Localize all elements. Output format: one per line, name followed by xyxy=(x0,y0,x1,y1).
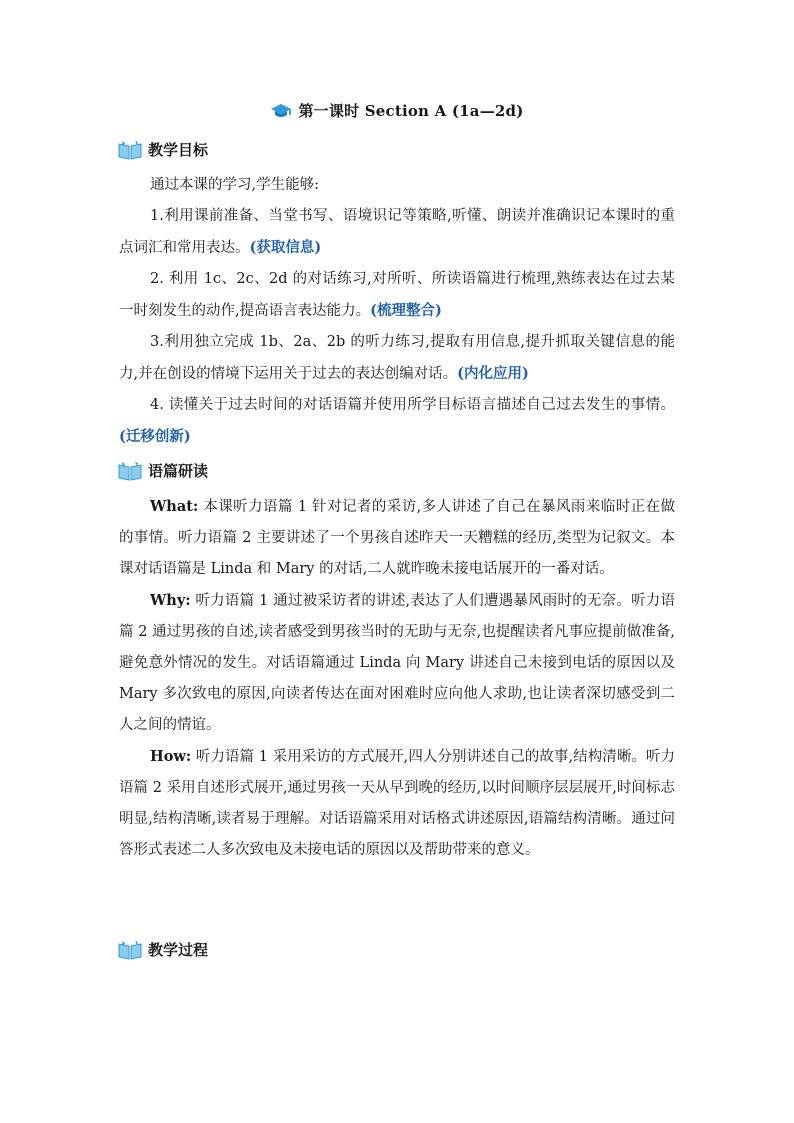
open-book-icon xyxy=(118,461,142,481)
section-heading-analysis xyxy=(118,460,208,481)
analysis-what: What: 本课听力语篇 1 针对记者的采访,多人讲述了自己在暴风雨来临时正在做的事情。听力语篇 2 主要讲述了一个男孩自述昨天一天糟糕的经历,类型为记叙文。本课对话语篇是 Linda 和 Mary 的对话,二人就昨晚未接电话展开的一番对话。 xyxy=(119,498,675,577)
goal-tag: (梳理整合) xyxy=(370,302,442,319)
goal-item: 3.利用独立完成 1b、2a、2b 的听力练习,提取有用信息,提升抓取关键信息的能力,并在创设的情境下运用关于过去的表达创编对话。(内化应用) xyxy=(119,334,675,382)
analysis-why: Why: 听力语篇 1 通过被采访者的讲述,表达了人们遭遇暴风雨时的无奈。听力语篇 2 通过男孩的自述,读者感受到男孩当时的无助与无奈,也提醒读者凡事应提前做准备,避免意外情况的发生。对话语篇通过 Linda 向 Mary 讲述自己未接到电话的原因以及 Mary 多次致电的原因,向读者传达在面对困难时应向他人求助,也让读者深切感受到二人之间的情谊。 xyxy=(119,592,675,733)
goal-item: 1.利用课前准备、当堂书写、语境识记等策略,听懂、朗读并准确识记本课时的重点词汇和常用表达。(获取信息) xyxy=(119,208,675,256)
section-heading-text: 语篇研读 xyxy=(148,462,209,480)
graduation-cap-icon xyxy=(270,102,292,120)
lesson-title xyxy=(0,100,794,121)
goal-item: 4. 读懂关于过去时间的对话语篇并使用所学目标语言描述自己过去发生的事情。(迁移创新) xyxy=(119,397,675,445)
goal-item: 2. 利用 1c、2c、2d 的对话练习,对所听、所读语篇进行梳理,熟练表达在过去某一时刻发生的动作,提高语言表达能力。(梳理整合) xyxy=(119,271,675,319)
section-heading-process xyxy=(118,939,208,960)
goals-body xyxy=(119,170,675,453)
goal-tag: (内化应用) xyxy=(457,365,529,382)
open-book-icon xyxy=(118,140,142,160)
goal-tag: (迁移创新) xyxy=(119,428,191,445)
section-heading-goals xyxy=(118,139,208,160)
section-heading-text: 教学目标 xyxy=(148,141,209,159)
goals-intro: 通过本课的学习,学生能够: xyxy=(150,177,319,193)
section-heading-text: 教学过程 xyxy=(148,941,209,959)
goal-tag: (获取信息) xyxy=(249,239,322,256)
open-book-icon xyxy=(118,940,142,960)
analysis-how: How: 听力语篇 1 采用采访的方式展开,四人分别讲述自己的故事,结构清晰。听力语篇 2 采用自述形式展开,通过男孩一天从早到晚的经历,以时间顺序层层展开,时间标志明显,结构清晰,读者易于理解。对话语篇采用对话格式讲述原因,语篇结构清晰。通过问答形式表述二人多次致电及未接电话的原因以及帮助带来的意义。 xyxy=(119,748,675,858)
lesson-title-text: 第一课时 Section A (1a—2d) xyxy=(298,102,524,120)
analysis-body xyxy=(119,491,675,866)
